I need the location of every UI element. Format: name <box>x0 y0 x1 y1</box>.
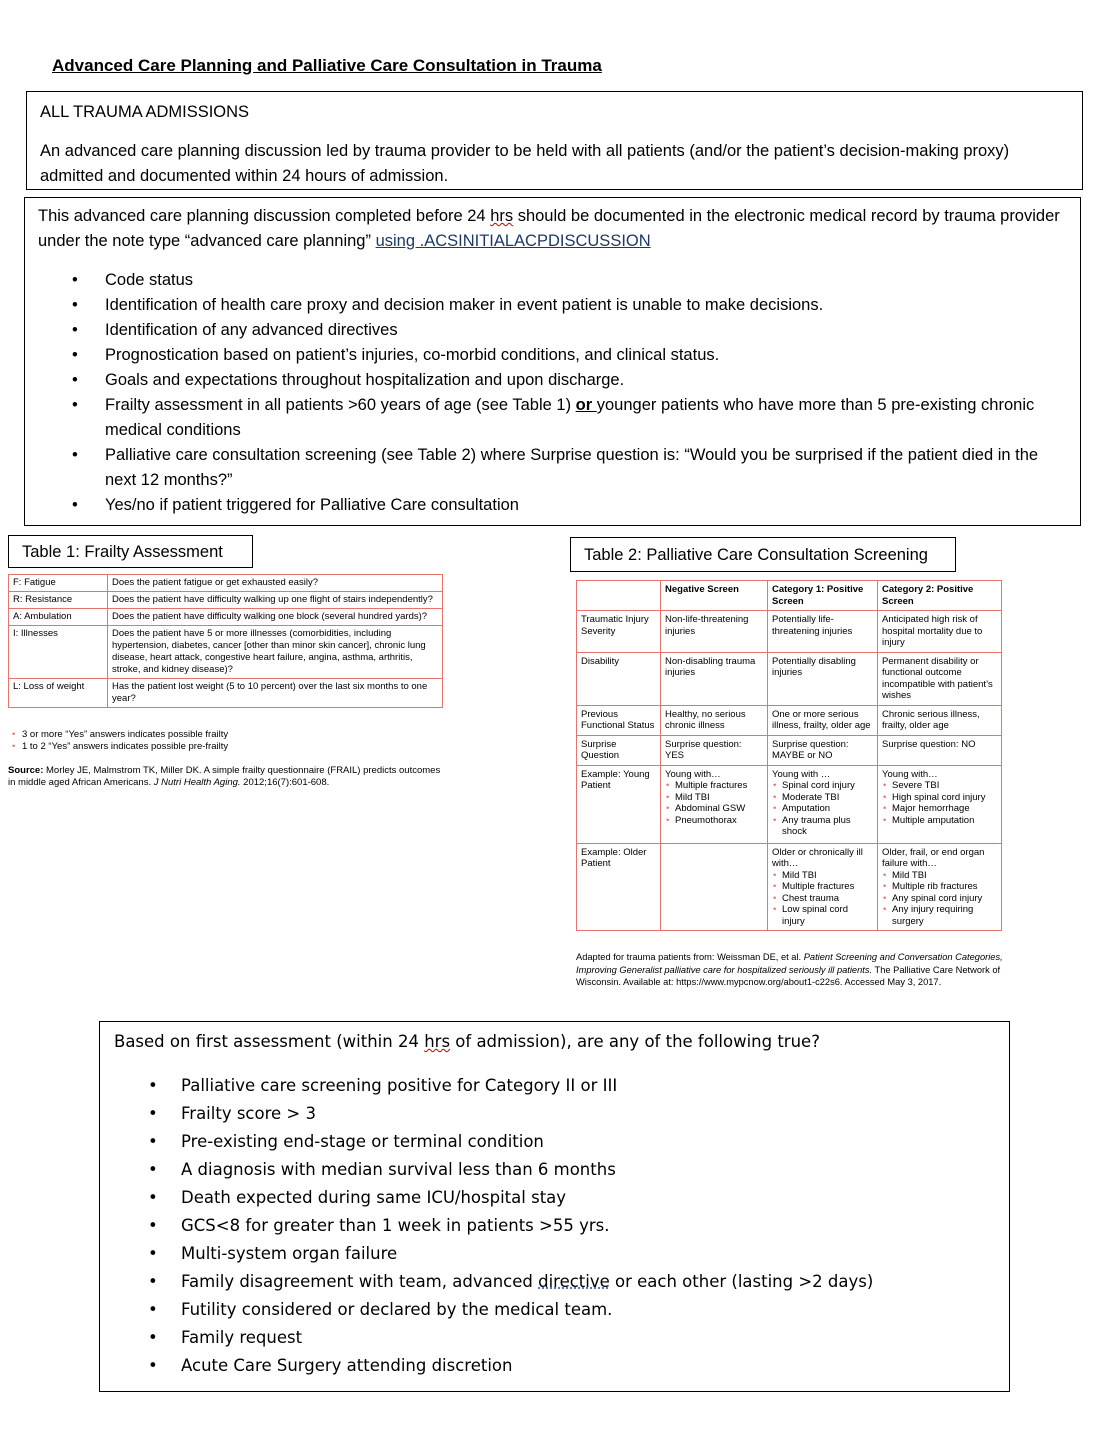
palliative-screening-table <box>576 580 1002 931</box>
bullet-icon: • <box>72 321 78 339</box>
list-item: • Yes/no if patient triggered for Palliative Care consultation <box>38 493 1067 518</box>
bullet-icon: • <box>72 396 78 414</box>
list-item: • Multi-system organ failure <box>114 1240 995 1268</box>
list-item: • Palliative care consultation screening (see Table 2) where Surprise question is: “Would you be surprised if the patient died in the next 12 months?” <box>38 443 1067 493</box>
bullet-icon: • <box>148 1188 158 1207</box>
list-item: • Pre-existing end-stage or terminal condition <box>114 1128 995 1156</box>
bullet-icon: • <box>148 1356 158 1375</box>
box1-text: An advanced care planning discussion led by trauma provider to be held with all patients (and/or the patient’s decision-making proxy) admitted and documented within 24 hours of admission. <box>40 142 1010 185</box>
bullet-icon: • <box>148 1132 158 1151</box>
bullet-icon: • <box>148 1216 158 1235</box>
table-row: Surprise Question Surprise question: YES Surprise question: MAYBE or NO Surprise question: NO <box>577 735 1002 765</box>
criteria-question: Based on first assessment (within 24 hrs of admission), are any of the following true? <box>114 1032 820 1051</box>
list-item: • 1 to 2 “Yes” answers indicates possible pre-frailty <box>12 741 229 752</box>
table-row-older-patient: Example: Older Patient Older or chronically ill with… • Mild TBI • Multiple fractures • Chest trauma • Low spinal cord injury Older, frail, or end organ failure with… • Mild TBI • Multiple rib fractures • Any spinal cord injury • Any injury requiring surgery <box>577 843 1002 931</box>
table-row: I: Illnesses Does the patient have 5 or more illnesses (comorbidities, including hypertension, diabetes, cancer [other than minor skin cancer], chronic lung disease, heart attack, congestive heart failure, angina, asthma, arthritis, stroke, and kidney disease)? <box>9 626 443 679</box>
table-row-young-patient: Example: Young Patient Young with… • Multiple fractures • Mild TBI • Abdominal GSW • Pneumothorax Young with … • Spinal cord injury • Moderate TBI • Amputation • Any trauma plus shock Young with… • Severe TBI • High spinal cord injury • Major hemorrhage • Multiple amputation <box>577 765 1002 843</box>
list-item: • Acute Care Surgery attending discretion <box>114 1352 995 1380</box>
acp-documentation-box <box>24 197 1081 526</box>
list-item: • 3 or more “Yes” answers indicates possible frailty <box>12 729 229 740</box>
list-item: • A diagnosis with median survival less than 6 months <box>114 1156 995 1184</box>
bullet-icon: • <box>72 446 78 464</box>
bullet-icon: • <box>148 1104 158 1123</box>
bullet-icon: • <box>148 1076 158 1095</box>
spellcheck-hrs: hrs <box>424 1032 451 1051</box>
table1-caption: Table 1: Frailty Assessment <box>8 535 253 568</box>
frailty-notes <box>8 729 448 789</box>
bullet-icon: • <box>72 271 78 289</box>
table-row: A: Ambulation Does the patient have difficulty walking one block (several hundred yards)? <box>9 609 443 626</box>
box1-heading: ALL TRAUMA ADMISSIONS <box>40 103 250 121</box>
list-item: • Palliative care screening positive for Category II or III <box>114 1072 995 1100</box>
list-item: • Death expected during same ICU/hospital stay <box>114 1184 995 1212</box>
list-item: • Frailty score > 3 <box>114 1100 995 1128</box>
table-row: Disability Non-disabling trauma injuries Potentially disabling injuries Permanent disability or functional outcome incompatible with patient’s wishes <box>577 652 1002 705</box>
table2-caption: Table 2: Palliative Care Consultation Screening <box>570 537 956 572</box>
bullet-icon: • <box>72 371 78 389</box>
bullet-icon: • <box>72 296 78 314</box>
all-trauma-admissions-box <box>26 91 1083 190</box>
bullet-icon: • <box>148 1272 158 1291</box>
bullet-icon: • <box>148 1300 158 1319</box>
list-item: • GCS<8 for greater than 1 week in patients >55 yrs. <box>114 1212 995 1240</box>
frailty-source: Source: Morley JE, Malmstrom TK, Miller DK. A simple frailty questionnaire (FRAIL) predicts outcomes in middle aged African Americans. J Nutri Health Aging. 2012;16(7):601-608. <box>8 765 441 788</box>
list-item: • Prognostication based on patient’s injuries, co-morbid conditions, and clinical status. <box>38 343 1067 368</box>
box2-intro: This advanced care planning discussion completed before 24 hrs should be documented in the electronic medical record by trauma provider under the note type “advanced care planning” using .ACSINITIALACPDISCUSSION <box>38 207 1060 250</box>
list-item: • Code status <box>38 268 1067 293</box>
acp-note-link[interactable]: using .ACSINITIALACPDISCUSSION <box>375 232 651 250</box>
page-title: Advanced Care Planning and Palliative Care Consultation in Trauma <box>52 56 602 75</box>
bullet-icon: • <box>148 1244 158 1263</box>
table-row: F: Fatigue Does the patient fatigue or get exhausted easily? <box>9 575 443 592</box>
list-item: • Family request <box>114 1324 995 1352</box>
bullet-icon: • <box>72 496 78 514</box>
table-header-row: Negative Screen Category 1: Positive Screen Category 2: Positive Screen <box>577 581 1002 611</box>
bullet-icon: • <box>148 1160 158 1179</box>
list-item: • Identification of health care proxy and decision maker in event patient is unable to make decisions. <box>38 293 1067 318</box>
bullet-icon: • <box>72 346 78 364</box>
list-item: • Futility considered or declared by the medical team. <box>114 1296 995 1324</box>
list-item: • Identification of any advanced directives <box>38 318 1067 343</box>
palliative-source: Adapted for trauma patients from: Weissman DE, et al. Patient Screening and Conversation Categories, Improving Generalist palliative care for hospitalized seriously ill patients. The Palliative Care Network of Wisconsin. Available at: https://www.mypcnow.org/about1-c22s6. Accessed May 3, 2017. <box>576 952 1003 987</box>
spellcheck-hrs: hrs <box>490 207 514 225</box>
acp-checklist <box>38 268 1067 518</box>
table-row: R: Resistance Does the patient have difficulty walking up one flight of stairs independently? <box>9 592 443 609</box>
frailty-table <box>8 574 443 708</box>
table-row: Previous Functional Status Healthy, no serious chronic illness One or more serious illness, frailty, older age Chronic serious illness, frailty, older age <box>577 705 1002 735</box>
bullet-icon: • <box>148 1328 158 1347</box>
table-row: Traumatic Injury Severity Non-life-threatening injuries Potentially life-threatening injuries Anticipated high risk of hospital mortality due to injury <box>577 611 1002 653</box>
list-item: • Goals and expectations throughout hospitalization and upon discharge. <box>38 368 1067 393</box>
list-item-frailty: • Frailty assessment in all patients >60 years of age (see Table 1) or younger patients who have more than 5 pre-existing chronic medical conditions <box>38 393 1067 443</box>
consultation-criteria-box <box>99 1021 1010 1392</box>
grammar-check-directive: directive <box>538 1272 610 1291</box>
list-item-family-disagreement: • Family disagreement with team, advanced directive or each other (lasting >2 days) <box>114 1268 995 1296</box>
table-row: L: Loss of weight Has the patient lost weight (5 to 10 percent) over the last six months to one year? <box>9 679 443 708</box>
criteria-list <box>114 1072 995 1380</box>
